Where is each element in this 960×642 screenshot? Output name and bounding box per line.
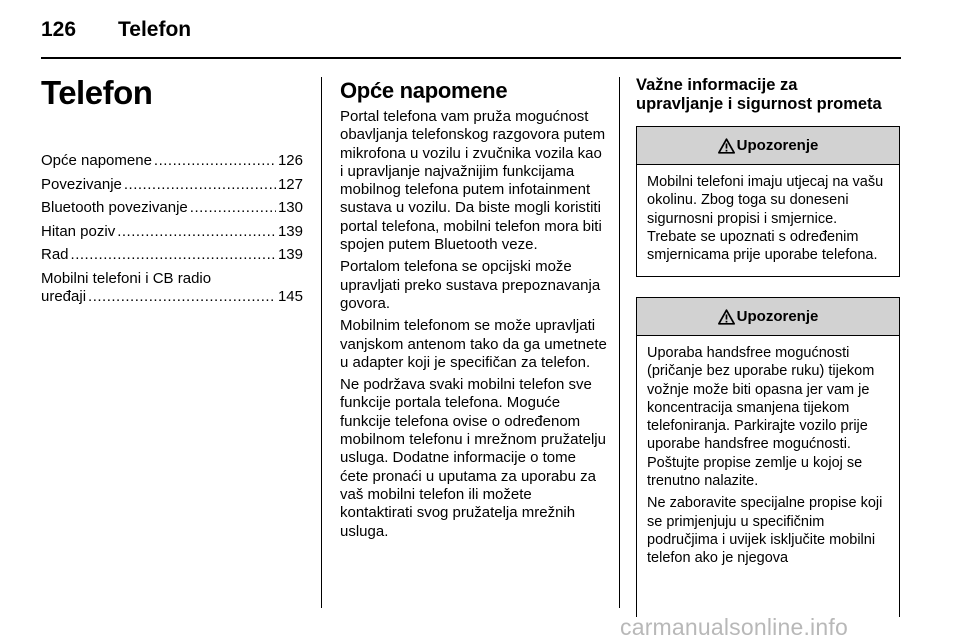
toc-entry-emergency-call[interactable] — [41, 223, 303, 242]
header-rule — [41, 57, 901, 59]
running-title: Telefon — [118, 18, 192, 41]
toc-leader — [88, 288, 276, 307]
warning-box — [636, 126, 900, 277]
subsection-title-line: Važne informacije za — [636, 76, 798, 94]
toc-label: uređaji — [41, 288, 87, 305]
toc-entry-cb-radio[interactable] — [41, 270, 303, 307]
warning-header — [637, 127, 899, 165]
warning-heading: Upozorenje — [736, 137, 819, 154]
toc-page: 126 — [277, 152, 303, 169]
warning-triangle-icon — [718, 309, 735, 325]
subsection-title-line: upravljanje i sigurnost prometa — [636, 95, 882, 113]
toc-page: 139 — [277, 246, 303, 263]
toc-page: 139 — [277, 222, 303, 240]
toc-entry-operation[interactable] — [41, 246, 303, 265]
toc-label-line1: Mobilni telefoni i CB radio — [41, 269, 212, 287]
toc-entry-general[interactable] — [41, 152, 303, 171]
toc-leader — [190, 199, 276, 218]
toc-leader — [124, 176, 276, 195]
toc-page: 127 — [277, 175, 303, 193]
column-divider-right — [619, 77, 620, 608]
paragraph: Portalom telefona se opcijski može upravljati preko sustava prepoznavanja govora. — [340, 258, 601, 312]
section-body — [340, 108, 608, 545]
watermark: carmanualsonline.info — [620, 614, 848, 640]
chapter-title: Telefon — [41, 74, 153, 111]
page-number: 126 — [41, 18, 77, 41]
subsection-title — [636, 76, 882, 114]
toc-label: Bluetooth povezivanje — [41, 199, 188, 216]
toc-label: Hitan poziv — [41, 222, 116, 240]
toc-leader — [117, 223, 276, 242]
warning-box — [636, 297, 900, 617]
toc-page: 145 — [277, 288, 303, 305]
toc-leader — [154, 152, 276, 171]
paragraph: Uporaba handsfree mogućnosti (pričanje bez uporabe ruku) tijekom vožnje može biti opasna jer vam je koncentracija smanjena tijekom telefoniranja. Parkirajte vozilo prije uporabe handsfree mogućnosti. Poštujte propise zemlje u kojoj se trenutno nalazite. — [647, 345, 875, 490]
toc-leader — [71, 246, 276, 265]
toc-entry-connection[interactable] — [41, 176, 303, 195]
warning-heading: Upozorenje — [736, 308, 819, 325]
paragraph: Ne zaboravite specijalne propise koji se primjenjuju u specifičnim područjima i uvijek isključite mobilni telefon ako je njegova — [647, 495, 883, 567]
toc-label: Rad — [41, 246, 69, 263]
paragraph: Mobilni telefoni imaju utjecaj na vašu okolinu. Zbog toga su doneseni sigurnosni propisi i smjernice. Trebate se upoznati s određenim smjernicama prije uporabe telefona. — [647, 174, 884, 264]
toc-label: Povezivanje — [41, 175, 122, 193]
paragraph: Mobilnim telefonom se može upravljati vanjskom antenom tako da ga umetnete u adapter koji je specifičan za telefon. — [340, 317, 607, 371]
section-title: Opće napomene — [340, 78, 508, 103]
warning-body — [637, 165, 899, 276]
table-of-contents — [41, 152, 303, 312]
toc-page: 130 — [277, 199, 303, 216]
warning-triangle-icon — [718, 138, 735, 154]
warning-body — [637, 336, 899, 580]
warning-header — [637, 298, 899, 336]
column-divider-left — [321, 77, 322, 608]
toc-entry-bluetooth[interactable] — [41, 199, 303, 218]
toc-label: Opće napomene — [41, 152, 152, 169]
paragraph: Ne podržava svaki mobilni telefon sve funkcije portala telefona. Moguće funkcije telefona ovise o određenom mobilnom telefonu i mrežnom pružatelju usluga. Dodatne informacije o tome ćete pronaći u uputama za uporabu za vaš mobilni telefon ili možete kontaktirati svog pružatelja mrežnih usluga. — [340, 376, 606, 540]
paragraph: Portal telefona vam pruža mogućnost obavljanja telefonskog razgovora putem mikrofona u vozilu i zvučnika vozila kao i upravljanje najvažnijim funkcijama mobilnog telefona putem infotainment sustava u vozilu. Da biste mogli koristiti portal telefona, mobilni telefon mora biti spojen putem Bluetooth veze. — [340, 108, 606, 254]
